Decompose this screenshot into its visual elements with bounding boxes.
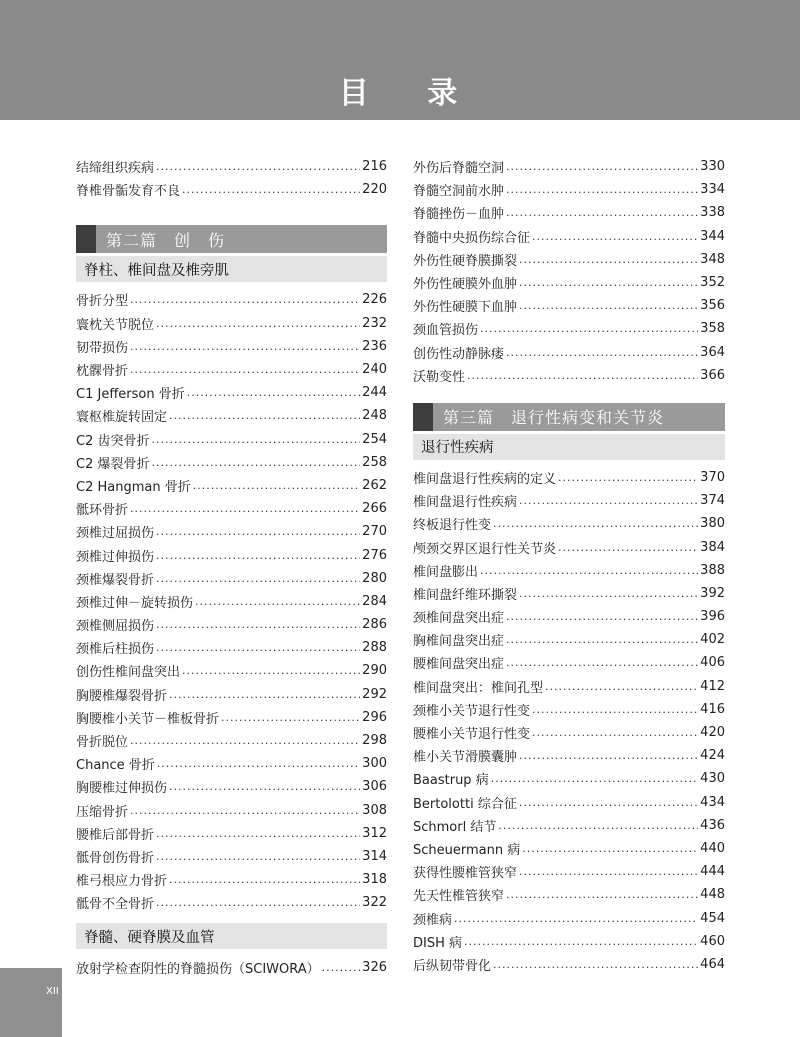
toc-entry-page: 448 xyxy=(700,887,725,903)
dot-leader xyxy=(156,525,360,538)
toc-entry[interactable] xyxy=(413,953,725,976)
toc-entry-title: 椎间盘退行性疾病 xyxy=(413,495,518,511)
toc-column-right xyxy=(413,155,725,976)
toc-entry-title: 颈血管损伤 xyxy=(413,323,479,339)
dot-leader xyxy=(151,433,360,446)
toc-entry-page: 434 xyxy=(700,794,725,810)
toc-entry-title: 颈椎爆裂骨折 xyxy=(76,572,155,588)
toc-entry-page: 374 xyxy=(700,493,725,509)
dot-leader xyxy=(156,850,360,863)
toc-entry-page: 314 xyxy=(362,848,387,864)
toc-entry-title: 颈椎过伸－旋转损伤 xyxy=(76,595,194,611)
toc-entry[interactable] xyxy=(76,335,387,358)
dot-leader xyxy=(130,293,360,306)
dot-leader xyxy=(532,726,698,739)
dot-leader xyxy=(156,317,360,330)
part-heading-text: 第三篇 退行性病变和关节炎 xyxy=(443,408,665,428)
dot-leader xyxy=(156,618,360,631)
toc-entry-page: 406 xyxy=(700,655,725,671)
dot-leader xyxy=(467,369,698,382)
dot-leader xyxy=(522,842,698,855)
toc-entry-title: C2 齿突骨折 xyxy=(76,433,150,449)
dot-leader xyxy=(169,688,360,701)
toc-list-left-top xyxy=(76,155,387,201)
toc-list-spine xyxy=(76,288,387,914)
toc-entry-title: 颈椎后柱损伤 xyxy=(76,642,155,658)
dot-leader xyxy=(169,409,360,422)
toc-entry-title: 椎小关节滑膜囊肿 xyxy=(413,750,518,766)
toc-entry-title: Scheuermann 病 xyxy=(413,842,521,858)
toc-entry-page: 266 xyxy=(362,501,387,517)
toc-entry-page: 270 xyxy=(362,524,387,540)
toc-entry-page: 322 xyxy=(362,895,387,911)
toc-entry[interactable] xyxy=(76,178,387,201)
toc-entry-page: 380 xyxy=(700,516,725,532)
toc-entry-page: 296 xyxy=(362,709,387,725)
toc-entry[interactable] xyxy=(76,381,387,404)
page-title: 目 录 xyxy=(338,76,482,111)
toc-entry-page: 460 xyxy=(700,933,725,949)
dot-leader xyxy=(130,734,360,747)
dot-leader xyxy=(545,680,698,693)
dot-leader xyxy=(195,595,360,608)
toc-entry[interactable] xyxy=(76,845,387,868)
toc-entry[interactable] xyxy=(413,155,725,178)
toc-entry[interactable] xyxy=(413,651,725,674)
toc-entry[interactable] xyxy=(413,317,725,340)
toc-entry-title: 沃勒变性 xyxy=(413,369,466,385)
toc-entry-page: 358 xyxy=(700,321,725,337)
toc-entry[interactable] xyxy=(413,698,725,721)
toc-entry-title: 外伤后脊髓空洞 xyxy=(413,161,505,177)
toc-entry[interactable] xyxy=(413,814,725,837)
dot-leader xyxy=(519,276,698,289)
toc-entry-title: 获得性腰椎管狭窄 xyxy=(413,866,518,882)
toc-entry-title: 骨折分型 xyxy=(76,294,129,310)
dot-leader xyxy=(493,517,698,530)
dot-leader xyxy=(519,587,698,600)
toc-list-degenerative xyxy=(413,466,725,976)
toc-entry-page: 356 xyxy=(700,298,725,314)
toc-entry-page: 424 xyxy=(700,748,725,764)
toc-entry[interactable] xyxy=(413,178,725,201)
toc-entry[interactable] xyxy=(76,155,387,178)
toc-entry[interactable] xyxy=(76,288,387,311)
toc-entry[interactable] xyxy=(76,428,387,451)
page-number-tab xyxy=(0,968,62,1037)
toc-entry-title: 椎间盘膨出 xyxy=(413,564,479,580)
toc-entry-page: 280 xyxy=(362,570,387,586)
toc-entry-page: 318 xyxy=(362,872,387,888)
toc-entry-title: 腰椎后部骨折 xyxy=(76,827,155,843)
dot-leader xyxy=(519,749,698,762)
toc-entry-page: 258 xyxy=(362,454,387,470)
toc-entry[interactable] xyxy=(413,791,725,814)
dot-leader xyxy=(157,757,360,770)
toc-entry-page: 288 xyxy=(362,640,387,656)
toc-entry[interactable] xyxy=(413,906,725,929)
part-heading-3 xyxy=(413,403,725,431)
toc-entry[interactable] xyxy=(76,822,387,845)
toc-entry-title: 椎弓根应力骨折 xyxy=(76,874,168,890)
toc-entry-title: 胸椎间盘突出症 xyxy=(413,634,505,650)
toc-entry-page: 334 xyxy=(700,182,725,198)
dot-leader xyxy=(193,479,360,492)
toc-entry[interactable] xyxy=(413,559,725,582)
toc-entry[interactable] xyxy=(413,271,725,294)
part-marker xyxy=(76,225,96,253)
toc-entry-page: 330 xyxy=(700,159,725,175)
toc-entry-page: 298 xyxy=(362,733,387,749)
toc-entry[interactable] xyxy=(76,497,387,520)
toc-entry-page: 216 xyxy=(362,159,387,175)
page-number: XII xyxy=(46,986,59,997)
dot-leader xyxy=(156,896,360,909)
toc-entry[interactable] xyxy=(413,489,725,512)
toc-entry-page: 384 xyxy=(700,539,725,555)
toc-entry-title: 韧带损伤 xyxy=(76,340,129,356)
toc-entry[interactable] xyxy=(413,675,725,698)
toc-entry-title: 腰椎间盘突出症 xyxy=(413,657,505,673)
toc-entry[interactable] xyxy=(76,543,387,566)
section-heading-degenerative: 退行性疾病 xyxy=(413,434,725,460)
dot-leader xyxy=(506,206,698,219)
toc-entry-page: 396 xyxy=(700,609,725,625)
toc-entry-title: C2 爆裂骨折 xyxy=(76,456,150,472)
dot-leader xyxy=(221,711,360,724)
part-heading-2 xyxy=(76,225,387,253)
toc-entry-title: 椎间盘纤维环撕裂 xyxy=(413,587,518,603)
toc-entry-title: 寰枢椎旋转固定 xyxy=(76,410,168,426)
dot-leader xyxy=(506,656,698,669)
dot-leader xyxy=(480,564,698,577)
dot-leader xyxy=(322,961,361,974)
dot-leader xyxy=(506,610,698,623)
toc-column-left xyxy=(76,155,387,979)
toc-entry-title: 压缩骨折 xyxy=(76,804,129,820)
toc-entry-page: 248 xyxy=(362,408,387,424)
toc-entry-title: 骶骨不全骨折 xyxy=(76,897,155,913)
toc-entry[interactable] xyxy=(76,358,387,381)
toc-entry-title: 脊髓空洞前水肿 xyxy=(413,184,505,200)
toc-entry-page: 392 xyxy=(700,585,725,601)
toc-entry[interactable] xyxy=(413,930,725,953)
dot-leader xyxy=(169,873,360,886)
toc-entry-title: Baastrup 病 xyxy=(413,773,489,789)
dot-leader xyxy=(498,819,698,832)
dot-leader xyxy=(454,912,698,925)
dot-leader xyxy=(506,160,698,173)
toc-entry-title: 椎间盘退行性疾病的定义 xyxy=(413,471,557,487)
dot-leader xyxy=(506,888,698,901)
toc-entry-title: 颈椎病 xyxy=(413,912,453,928)
toc-entry-title: 后纵韧带骨化 xyxy=(413,958,492,974)
toc-entry-title: 颈椎小关节退行性变 xyxy=(413,703,531,719)
toc-entry[interactable] xyxy=(413,535,725,558)
toc-entry[interactable] xyxy=(413,883,725,906)
toc-entry[interactable] xyxy=(76,706,387,729)
toc-entry[interactable] xyxy=(413,225,725,248)
toc-entry-title: 外伤性硬脊膜撕裂 xyxy=(413,253,518,269)
dot-leader xyxy=(506,183,698,196)
toc-entry[interactable] xyxy=(413,582,725,605)
section-heading-spine: 脊柱、椎间盘及椎旁肌 xyxy=(76,256,387,282)
toc-entry[interactable] xyxy=(76,312,387,335)
toc-entry[interactable] xyxy=(413,628,725,651)
toc-entry-title: C1 Jefferson 骨折 xyxy=(76,387,185,403)
toc-entry-title: 颈椎侧屈损伤 xyxy=(76,619,155,635)
toc-entry[interactable] xyxy=(76,799,387,822)
dot-leader xyxy=(480,322,698,335)
dot-leader xyxy=(519,865,698,878)
toc-entry-page: 220 xyxy=(362,182,387,198)
toc-entry[interactable] xyxy=(413,466,725,489)
toc-entry-title: 结缔组织疾病 xyxy=(76,161,155,177)
toc-entry[interactable] xyxy=(413,512,725,535)
toc-entry-page: 300 xyxy=(362,756,387,772)
toc-entry-title: 骨折脱位 xyxy=(76,735,129,751)
dot-leader xyxy=(156,572,360,585)
dot-leader xyxy=(169,780,360,793)
toc-entry[interactable] xyxy=(76,636,387,659)
toc-entry-page: 290 xyxy=(362,663,387,679)
part-marker xyxy=(413,403,433,431)
toc-list-cord xyxy=(76,955,387,978)
dot-leader xyxy=(519,299,698,312)
toc-entry-page: 286 xyxy=(362,617,387,633)
toc-entry-title: 放射学检查阴性的脊髓损伤（SCIWORA） xyxy=(76,961,320,977)
toc-entry-title: 胸腰椎爆裂骨折 xyxy=(76,688,168,704)
toc-entry-title: DISH 病 xyxy=(413,935,463,951)
toc-entry-title: 脊髓中央损伤综合征 xyxy=(413,230,531,246)
toc-entry-title: C2 Hangman 骨折 xyxy=(76,479,191,495)
toc-entry-page: 262 xyxy=(362,477,387,493)
toc-entry-title: 外伤性硬膜下血肿 xyxy=(413,300,518,316)
part-heading-text: 第二篇 创 伤 xyxy=(106,230,226,250)
toc-entry-page: 366 xyxy=(700,367,725,383)
toc-entry-page: 306 xyxy=(362,779,387,795)
toc-entry-title: 寰枕关节脱位 xyxy=(76,317,155,333)
toc-entry-page: 436 xyxy=(700,817,725,833)
toc-entry-title: 胸腰椎小关节－椎板骨折 xyxy=(76,711,220,727)
dot-leader xyxy=(519,253,698,266)
toc-entry-page: 430 xyxy=(700,771,725,787)
toc-entry-title: 颈椎过屈损伤 xyxy=(76,526,155,542)
toc-entry[interactable] xyxy=(76,729,387,752)
dot-leader xyxy=(130,340,360,353)
section-heading-cord: 脊髓、硬脊膜及血管 xyxy=(76,923,387,949)
dot-leader xyxy=(506,633,698,646)
toc-entry-page: 276 xyxy=(362,547,387,563)
toc-entry[interactable] xyxy=(413,294,725,317)
toc-entry-page: 254 xyxy=(362,431,387,447)
toc-entry[interactable] xyxy=(413,837,725,860)
toc-entry-page: 232 xyxy=(362,315,387,331)
toc-entry-page: 454 xyxy=(700,910,725,926)
toc-entry[interactable] xyxy=(76,868,387,891)
toc-entry-page: 338 xyxy=(700,205,725,221)
dot-leader xyxy=(182,183,360,196)
dot-leader xyxy=(532,703,698,716)
toc-entry-page: 326 xyxy=(362,959,387,975)
toc-entry-page: 388 xyxy=(700,562,725,578)
toc-entry-title: 颅颈交界区退行性关节炎 xyxy=(413,541,557,557)
toc-entry[interactable] xyxy=(76,567,387,590)
toc-entry[interactable] xyxy=(76,955,387,978)
toc-entry[interactable] xyxy=(413,605,725,628)
toc-entry-page: 370 xyxy=(700,469,725,485)
dot-leader xyxy=(558,541,698,554)
toc-entry-title: 创伤性椎间盘突出 xyxy=(76,665,181,681)
toc-entry-title: 终板退行性变 xyxy=(413,518,492,534)
toc-entry[interactable] xyxy=(413,201,725,224)
dot-leader xyxy=(130,363,360,376)
toc-entry-page: 464 xyxy=(700,956,725,972)
dot-leader xyxy=(130,804,360,817)
dot-leader xyxy=(464,935,698,948)
toc-entry-title: 颈椎过伸损伤 xyxy=(76,549,155,565)
dot-leader xyxy=(156,827,360,840)
dot-leader xyxy=(519,494,698,507)
toc-entry-page: 412 xyxy=(700,678,725,694)
toc-entry-title: 骶环骨折 xyxy=(76,503,129,519)
toc-entry-page: 226 xyxy=(362,292,387,308)
dot-leader xyxy=(156,160,360,173)
toc-entry[interactable] xyxy=(413,767,725,790)
toc-entry-page: 312 xyxy=(362,825,387,841)
toc-entry[interactable] xyxy=(76,891,387,914)
toc-entry-title: 脊椎骨骺发育不良 xyxy=(76,184,181,200)
toc-entry[interactable] xyxy=(76,659,387,682)
toc-entry-title: 创伤性动静脉瘘 xyxy=(413,346,505,362)
toc-entry[interactable] xyxy=(413,364,725,387)
toc-entry-title: 脊髓挫伤－血肿 xyxy=(413,207,505,223)
toc-entry-page: 352 xyxy=(700,275,725,291)
toc-entry-page: 240 xyxy=(362,362,387,378)
toc-entry-title: 颈椎间盘突出症 xyxy=(413,611,505,627)
toc-entry-page: 420 xyxy=(700,725,725,741)
dot-leader xyxy=(506,346,698,359)
dot-leader xyxy=(156,641,360,654)
toc-entry-page: 284 xyxy=(362,593,387,609)
toc-entry[interactable] xyxy=(76,752,387,775)
toc-entry-title: 胸腰椎过伸损伤 xyxy=(76,781,168,797)
toc-entry-page: 292 xyxy=(362,686,387,702)
toc-entry[interactable] xyxy=(76,474,387,497)
toc-entry[interactable] xyxy=(413,744,725,767)
dot-leader xyxy=(182,664,360,677)
toc-entry-title: Bertolotti 综合征 xyxy=(413,796,517,812)
toc-entry-page: 348 xyxy=(700,251,725,267)
dot-leader xyxy=(491,772,698,785)
toc-entry-page: 344 xyxy=(700,228,725,244)
toc-entry[interactable] xyxy=(76,451,387,474)
dot-leader xyxy=(156,549,360,562)
toc-entry-page: 440 xyxy=(700,840,725,856)
toc-entry-title: 骶骨创伤骨折 xyxy=(76,850,155,866)
toc-entry-page: 236 xyxy=(362,338,387,354)
dot-leader xyxy=(187,386,360,399)
toc-entry-page: 308 xyxy=(362,802,387,818)
toc-entry-page: 444 xyxy=(700,864,725,880)
toc-entry-title: 先天性椎管狭窄 xyxy=(413,889,505,905)
toc-entry[interactable] xyxy=(76,404,387,427)
dot-leader xyxy=(151,456,360,469)
dot-leader xyxy=(493,958,698,971)
toc-entry[interactable] xyxy=(413,341,725,364)
toc-entry-title: 外伤性硬膜外血肿 xyxy=(413,277,518,293)
toc-entry-title: 椎间盘突出：椎间孔型 xyxy=(413,680,544,696)
toc-entry-title: 枕髁骨折 xyxy=(76,364,129,380)
toc-list-right-top xyxy=(413,155,725,387)
toc-entry[interactable] xyxy=(76,590,387,613)
toc-entry[interactable] xyxy=(76,775,387,798)
toc-entry-title: Chance 骨折 xyxy=(76,758,155,774)
toc-entry[interactable] xyxy=(413,248,725,271)
dot-leader xyxy=(519,796,698,809)
dot-leader xyxy=(130,502,360,515)
toc-entry-page: 402 xyxy=(700,632,725,648)
toc-entry[interactable] xyxy=(76,613,387,636)
toc-entry[interactable] xyxy=(76,520,387,543)
toc-entry-page: 364 xyxy=(700,344,725,360)
toc-entry[interactable] xyxy=(413,721,725,744)
toc-entry-title: 腰椎小关节退行性变 xyxy=(413,727,531,743)
toc-entry[interactable] xyxy=(76,683,387,706)
toc-entry[interactable] xyxy=(413,860,725,883)
dot-leader xyxy=(532,230,698,243)
toc-entry-title: Schmorl 结节 xyxy=(413,819,497,835)
toc-entry-page: 244 xyxy=(362,385,387,401)
dot-leader xyxy=(558,471,698,484)
toc-entry-page: 416 xyxy=(700,701,725,717)
